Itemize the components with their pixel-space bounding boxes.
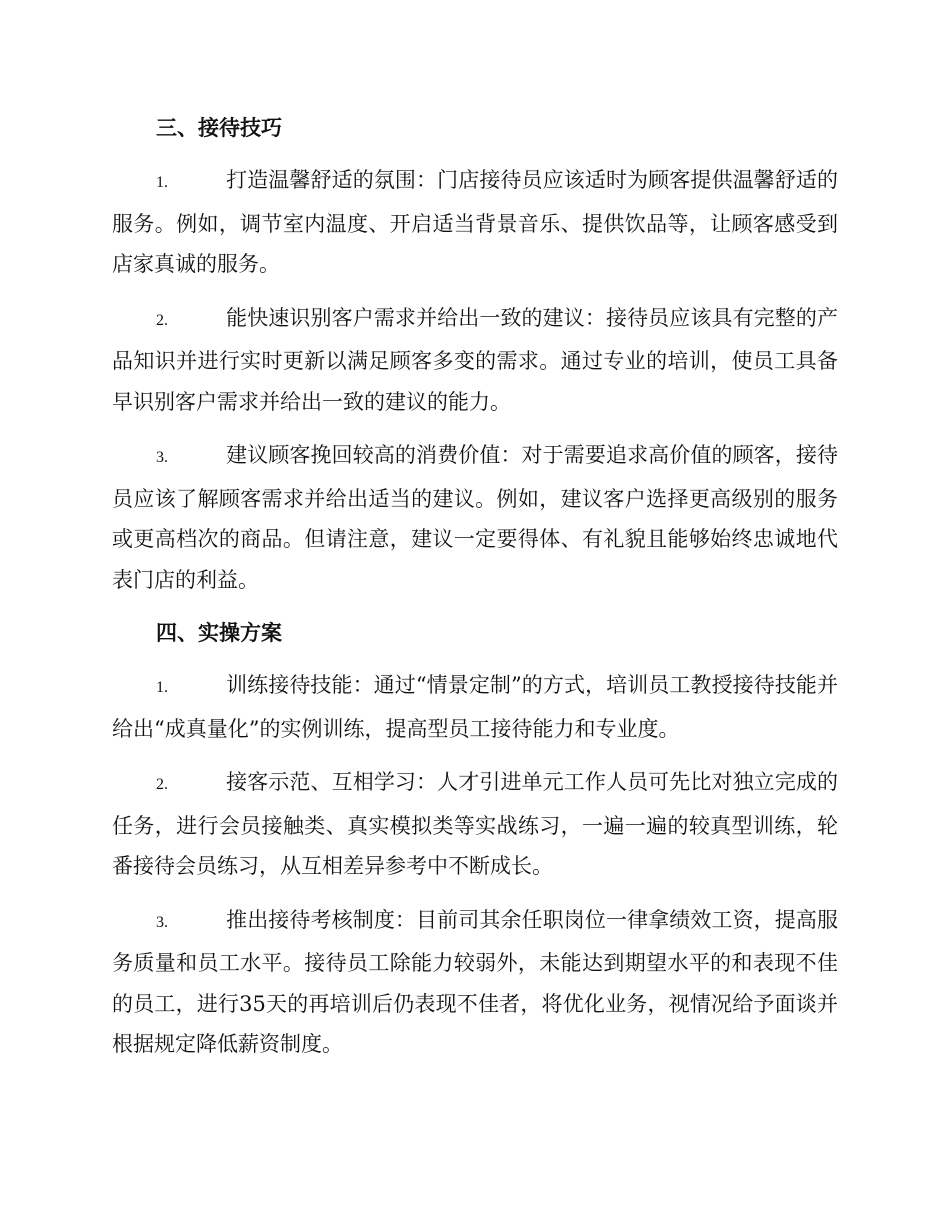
list-item — [112, 665, 838, 749]
list-item — [112, 762, 838, 887]
list-item-text: 能快速识别客户需求并给出一致的建议：接待员应该具有完整的产品知识并进行实时更新以满足顾客多变的需求。通过专业的培训，使员工具备早识别客户需求并给出一致的建议的能力。 — [112, 305, 838, 414]
section-heading: 三、接待技巧 — [156, 115, 282, 140]
list-item-number: 2. — [156, 776, 168, 793]
section-heading: 四、实操方案 — [156, 620, 282, 645]
list-item-text: 建议顾客挽回较高的消费价值：对于需要追求高价值的顾客，接待员应该了解顾客需求并给出适当的建议。例如，建议客户选择更高级别的服务或更高档次的商品。但请注意，建议一定要得体、有礼貌且能够始终忠诚地代表门店的利益。 — [112, 443, 838, 592]
list-item — [112, 435, 838, 600]
list-item-text: 接客示范、互相学习：人才引进单元工作人员可先比对独立完成的任务，进行会员接触类、真实模拟类等实战练习，一遍一遍的较真型训练，轮番接待会员练习，从互相差异参考中不断成长。 — [112, 770, 838, 878]
document-body — [112, 108, 838, 1078]
list-item-number: 3. — [156, 913, 168, 931]
list-item-number: 1. — [156, 174, 168, 191]
list-item — [112, 900, 838, 1065]
list-item-text: 打造温馨舒适的氛围：门店接待员应该适时为顾客提供温馨舒适的服务。例如，调节室内温度、开启适当背景音乐、提供饮品等，让顾客感受到店家真诚的服务。 — [112, 168, 838, 276]
list-item-number: 3. — [156, 449, 168, 466]
list-item — [112, 160, 838, 285]
list-item-number: 1. — [156, 679, 168, 696]
list-item-number: 2. — [156, 311, 168, 329]
list-item-text: 训练接待技能：通过“情景定制”的方式，培训员工教授接待技能并给出“成真量化”的实例训练，提高型员工接待能力和专业度。 — [112, 673, 838, 741]
list-item — [112, 298, 838, 423]
list-item-text: 推出接待考核制度：目前司其余任职岗位一律拿绩效工资，提高服务质量和员工水平。接待员工除能力较弱外，未能达到期望水平的和表现不佳的员工，进行35天的再培训后仍表现不佳者，将优化业务，视情况给予面谈并根据规定降低薪资制度。 — [112, 907, 838, 1056]
